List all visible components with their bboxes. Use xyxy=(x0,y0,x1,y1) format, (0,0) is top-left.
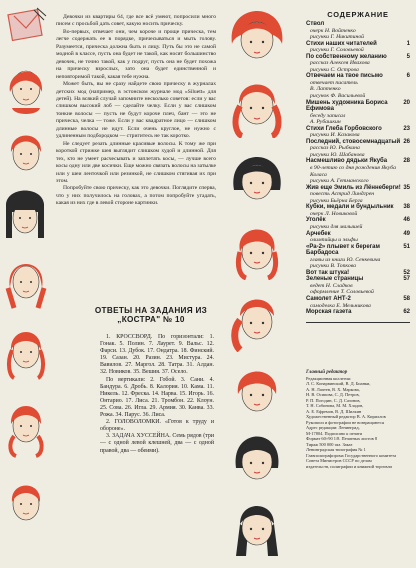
article-paragraph: Девочки из квартиры 64, где все всё умеют, попросили много писем с просьбой дать совет, какую носить прическу. xyxy=(56,14,216,28)
toc-entry-author: рисунки В. Топкова xyxy=(310,263,356,270)
toc-entry-title: Жив еще Эмиль из Лённеберги! xyxy=(306,184,401,191)
girl-face-15 xyxy=(226,494,288,560)
toc-entry-author: беседу записал xyxy=(310,112,346,119)
girl-face-7 xyxy=(4,472,48,532)
imprint-line: Л. С. Конарвинский, В. Д. Бианки, xyxy=(306,381,371,386)
toc-entry xyxy=(306,100,410,126)
toc-entry xyxy=(306,296,410,309)
toc-entry xyxy=(306,139,410,159)
imprint-line: Т. Н. Собинова, М. М. Хладов, xyxy=(306,403,364,408)
girl-face-2 xyxy=(4,124,48,180)
toc-entry-author: главы из книги Ю. Сенкевича xyxy=(310,256,381,263)
girl-face-1 xyxy=(4,58,48,116)
toc-entry-title: По собственному желанию xyxy=(306,53,387,60)
toc-entry xyxy=(306,126,410,139)
toc-divider xyxy=(306,322,410,323)
toc-entry xyxy=(306,217,410,230)
toc-entry-author: очерк Л. Новиковой xyxy=(310,210,358,217)
table-of-contents xyxy=(306,10,410,326)
toc-entry-page: 38 xyxy=(403,204,410,211)
toc-entry xyxy=(306,41,410,54)
toc-entry-author: очерк Н. Войтенко xyxy=(310,27,356,34)
imprint-line: А. Н. Лаптев, В. Х. Маркова, xyxy=(306,386,360,392)
girl-face-10 xyxy=(226,146,288,210)
toc-entry-page: 46 xyxy=(403,217,410,224)
toc-entry-title: Арчебек xyxy=(306,230,331,237)
toc-entry-title: Уголёк xyxy=(306,217,326,224)
toc-entry-author: самоделка Е. Мельникова xyxy=(310,302,371,309)
imprint-line: Р. П. Погодин, С. Д. Сазонов, xyxy=(306,397,361,403)
girl-face-11 xyxy=(226,216,288,280)
girl-face-3 xyxy=(2,186,48,244)
answers-paragraph: По вертикали: 2. Гобой. 3. Сани. 4. Бандура. 6. Дробь. 8. Калория. 10. Кама. 11. Никель. 12. Фреска. 14. Нарва. 15. Игорь. 16. Онтарио. 17. Лиса. 21. Тромбон. 22. Клоун. 25. Сова. 26. Игла. 29. Армия. 30. Канва. 33. Рожа. 34. Парус. 36. Лиса. xyxy=(100,376,214,419)
girl-face-8 xyxy=(226,4,288,68)
toc-entry-author: В. Лаптенко xyxy=(310,86,341,93)
toc-entry-page: 28 xyxy=(403,158,410,165)
answers-paragraph: 1. КРОССВОРД. По горизонтали: 1. Гонак. 5. Полин. 7. Лаурет. 9. Вальс. 12. Фарси. 13. Дубок. 17. Ондатра. 18. Финский. 19. Сазан. 20. Разин. 23. Мистура. 24. Вавилов. 27. Маргол. 28. Татра. 31. Алдан. 32. Новиков. 35. Вешия. 37. Осело. xyxy=(100,334,214,376)
toc-entry xyxy=(306,73,410,99)
toc-entry-author: в 90-летию со дня рождения Якуба Коласа xyxy=(310,165,397,178)
imprint-line: Редакционная коллегия: xyxy=(306,375,352,381)
imprint-line: Рукописи и фотографии не возвращаются xyxy=(306,419,384,425)
toc-entry-page: 20 xyxy=(403,99,410,106)
toc-entry-title: Вот так штука! xyxy=(306,269,350,276)
imprint-line: Адрес редакции: Ленинград, xyxy=(306,425,360,430)
toc-entry xyxy=(306,21,410,41)
toc-entry-title: Зеленые страницы xyxy=(306,276,364,283)
toc-entry-author: рисунки Г. Соловьевой xyxy=(310,47,364,54)
toc-entry-title: «Ра-2» плывет к берегам Барбадоса xyxy=(306,243,380,257)
imprint-line: Художественный редактор В. А. Кириллов xyxy=(306,414,386,419)
middle-illustrations xyxy=(216,0,304,568)
imprint-line: М-17804. Подписано к печати xyxy=(306,430,363,436)
toc-entry-page: 6 xyxy=(406,73,410,80)
imprint-line: Ленинградская типография № 1 xyxy=(306,447,366,452)
toc-entry-title: Мишень художника Бориса Ефимова xyxy=(306,99,388,113)
imprint-line: Тираж 500 000 экз. Заказ xyxy=(306,441,353,447)
toc-entry-author: рисунок Ф. Васильевой xyxy=(310,93,366,100)
toc-entry-author: ведет Н. Сладков xyxy=(310,282,353,289)
answers-title: ОТВЕТЫ НА ЗАДАНИЯ ИЗ „КОСТРА" № 10 xyxy=(94,306,208,324)
article-text xyxy=(56,14,216,208)
imprint-line: Н. В. Осипова, С. Д. Петров, xyxy=(306,392,360,397)
left-illustrations xyxy=(0,0,52,568)
toc-entry-author: рисунки Г. Никитиной xyxy=(310,34,365,41)
toc-list xyxy=(306,21,410,316)
toc-entry-title: Ствол xyxy=(306,21,325,27)
toc-entry xyxy=(306,185,410,205)
article-paragraph: Во-первых, отвечает они, чем короче и проще прическа, тем легче содержать ее в порядке, причесываться и мыть голову. Разумеется, прическа должна быть и лицу. Путь бы это не самой модной в классе, пусть она будет не такой, как носят большинство девочек, не точно такой, как у подруг, пусть она не будет похожа на прическу взрослых, зато она будет единственной и неповторимой такой, какая тебе нужна. xyxy=(56,28,216,80)
article-paragraph: Не следует резать длинные красивые волосы. К тому же при короткой стрижке шея выглядит слишком худой и длинной. Для тех, кто не умеет расчесывать и заплетать косы, — лучше всего косы одну или две косички. Еще можно связать волосы на затылке или у шеи ленточкой или резинкой, не слишком стягивая их при этом. xyxy=(56,140,216,184)
imprint-line: издательств, полиграфии и книжной торговли xyxy=(306,463,392,469)
toc-entry xyxy=(306,309,410,316)
toc-entry xyxy=(306,244,410,270)
girl-face-13 xyxy=(226,360,288,420)
toc-entry xyxy=(306,231,410,244)
toc-entry-title: Кубки, медали и бундыльник xyxy=(306,204,394,211)
letter-illustration xyxy=(4,6,48,46)
toc-entry-page: 35 xyxy=(403,184,410,191)
imprint-line: Формат 60×90 1/8. Печатных листов 8 xyxy=(306,436,378,441)
girl-face-5 xyxy=(4,320,48,380)
toc-entry-author: А. Рубашкин xyxy=(310,119,341,126)
toc-entry-author: рисунки И. Казакова xyxy=(310,132,360,139)
toc-entry-author: оформление Т. Соловьевой xyxy=(310,289,374,296)
toc-entry-page: 1 xyxy=(406,40,410,47)
toc-entry xyxy=(306,54,410,74)
toc-entry-page: 57 xyxy=(403,276,410,283)
toc-entry xyxy=(306,204,410,217)
toc-entry-author: олимпийцы и эльфы xyxy=(310,237,358,244)
girl-face-6 xyxy=(4,392,48,458)
toc-entry-title: Насмешливо дядьки Якуба xyxy=(306,158,388,165)
toc-entry-page: 52 xyxy=(403,269,410,276)
toc-entry-page: 62 xyxy=(403,309,410,316)
girl-face-14 xyxy=(226,426,288,490)
article-paragraph: Может быть, вы не сразу найдете свою прическу в журналах детских мод (например, в эстонском журнале мод «Siluett» для детей). На всякий случай запомните несколько советов: если у вас слишком высокий лоб — сделайте челку. Если у вас слишком тонкие волосы — пусть не будут короче плеч, бант — это не прическа, челка — тоже. Если у вас квадратное лицо — слишком длинные волосы не идут. Если очень круглое, не нужно с удлиненным подбородком — стригитесь не так коротко. xyxy=(56,81,216,140)
imprint-head: Главный редактор xyxy=(306,370,348,375)
imprint-line: Главполиграфпрома Государственного комитета Совета Министров СССР по делам xyxy=(306,452,397,463)
girl-face-12 xyxy=(226,286,288,352)
toc-entry-title: Последний, стовосемнадцатый xyxy=(306,138,401,145)
toc-entry-title: Отвечаем на твое письмо xyxy=(306,73,383,80)
toc-entry-author: рисунки Ю. Шабанова xyxy=(310,151,365,158)
answers-paragraph: 3. ЗАДАЧА ХУССЕЙНА. Семь рядов (три — с одной левой клешней, два — с одной правой, два — обеими). xyxy=(100,433,214,454)
toc-entry-title: Морская газета xyxy=(306,309,352,316)
toc-entry-title: Самолет АНТ-2 xyxy=(306,295,351,302)
answers-text xyxy=(100,334,214,455)
toc-entry-author: повесть Астрид Линдгрен xyxy=(310,191,375,198)
girl-face-9 xyxy=(226,72,288,138)
toc-entry-page: 23 xyxy=(403,125,410,132)
toc-entry-title: Стихи наших читателей xyxy=(306,40,377,47)
toc-entry-author: рассказ Ю. Рыбкина xyxy=(310,145,360,152)
toc-entry-author: рисунки А. Гетманского xyxy=(310,178,369,185)
toc-entry xyxy=(306,276,410,296)
toc-entry-author: отвечает писатель xyxy=(310,79,358,86)
toc-entry xyxy=(306,158,410,184)
toc-entry-author: рисунки Бьёрна Берга xyxy=(310,197,363,204)
imprint-lines xyxy=(306,376,410,470)
toc-entry-author: рисунки для малышей xyxy=(310,223,363,230)
imprint xyxy=(306,370,410,469)
toc-entry-page: 51 xyxy=(403,243,410,250)
toc-entry-page: 49 xyxy=(403,230,410,237)
toc-entry-title: Стихи Глеба Горбовского xyxy=(306,125,382,132)
toc-entry-page: 26 xyxy=(403,138,410,145)
imprint-line: А. Е. Ефремов, В. Д. Шилкин xyxy=(306,408,362,414)
answers-paragraph: 2. ГОЛОВОЛОМКИ. «Готов к труду и обороне». xyxy=(100,419,214,433)
girl-face-4 xyxy=(4,252,48,310)
toc-title: СОДЕРЖАНИЕ xyxy=(327,10,389,19)
toc-entry-page: 5 xyxy=(406,53,410,60)
article-paragraph: Попробуйте свою прическу, как это девочки. Поглядите сперва, что у них получилось на головах, а потом попробуйте угадать, какая из них где в левой стороне картинки. xyxy=(56,185,216,207)
toc-entry-author: рисунки С. Острова xyxy=(310,66,359,73)
toc-entry-page: 58 xyxy=(403,295,410,302)
toc-entry-author: рассказ Алексея Ивахова xyxy=(310,60,370,67)
